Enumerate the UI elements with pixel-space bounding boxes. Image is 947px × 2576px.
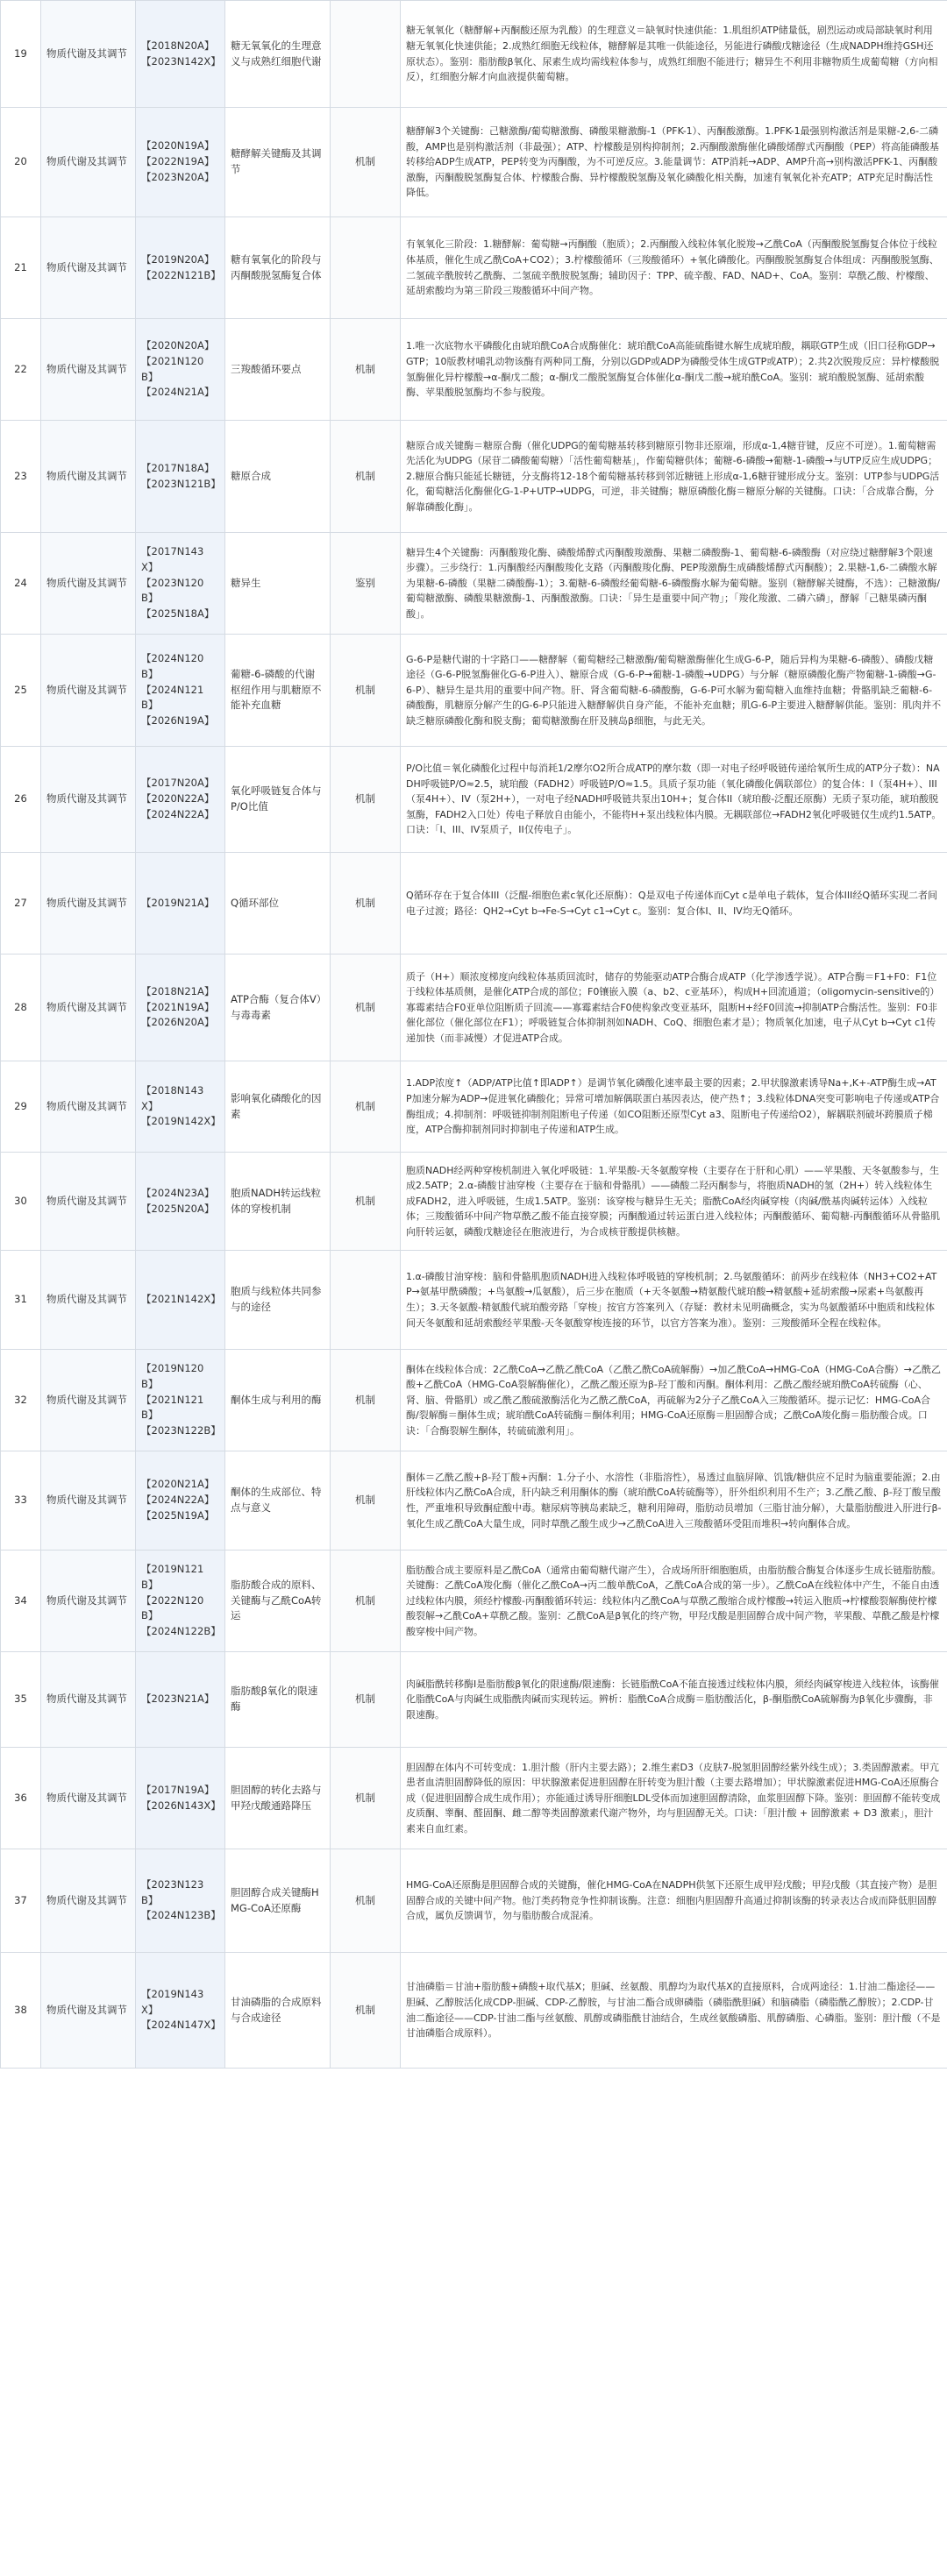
content-cell: 1.α-磷酸甘油穿梭：脑和骨骼肌胞质NADH进入线粒体呼吸链的穿梭机制；2.鸟氨酸循环：前两步在线粒体（NH3+CO2+ATP→氨基甲酰磷酸；+鸟氨酸→瓜氨酸），后三步在胞质（+天冬氨酸→精氨酸代琥珀酸→精氨酸+延胡索酸→尿素+鸟氨酸再生）；3.天冬氨酸-精氨酸代琥珀酸旁路「穿梭」按官方答案列入（存疑：教材未见明确概念，实为鸟氨酸循环中胞质和线粒体间天冬氨酸和延胡索酸经苹果酸-天冬氨酸穿梭连接的环节，以官方答案为准）。鉴别：三羧酸循环全程在线粒体。 [401, 1251, 947, 1350]
row-number: 27 [1, 853, 41, 954]
category-cell: 物质代谢及其调节 [41, 747, 136, 853]
content-cell: 1.ADP浓度↑（ADP/ATP比值↑即ADP↑）是调节氧化磷酸化速率最主要的因素；2.甲状腺激素诱导Na+,K+-ATP酶生成→ATP加速分解为ADP→促进氧化磷酸化；异常可增加解偶联蛋白基因表达，使产热↑；3.线粒体DNA突变可影响电子传递或ATP合酶组成；4.抑制剂：呼吸链抑制剂阻断电子传递（如CO阻断还原型Cyt a3、阻断电子传递给O2），解耦联剂破坏跨膜质子梯度，ATP合酶抑制剂同时抑制电子传递和ATP生成。 [401, 1061, 947, 1153]
category-cell: 物质代谢及其调节 [41, 421, 136, 533]
type-cell: 机制 [331, 747, 401, 853]
table-row [1, 1061, 947, 1153]
category-cell: 物质代谢及其调节 [41, 319, 136, 421]
table-row [1, 1, 947, 108]
table-body [1, 1, 947, 2069]
table-row [1, 1849, 947, 1953]
exam-codes-cell: 【2021N142X】 [136, 1251, 225, 1350]
category-cell: 物质代谢及其调节 [41, 1748, 136, 1849]
table-row [1, 1652, 947, 1748]
table-row [1, 747, 947, 853]
exam-codes-cell: 【2017N143X】 【2023N120B】 【2025N18A】 [136, 533, 225, 635]
topic-cell: 糖酵解关键酶及其调节 [225, 108, 331, 217]
exam-codes-cell: 【2020N20A】 【2021N120B】 【2024N21A】 [136, 319, 225, 421]
row-number: 38 [1, 1953, 41, 2069]
row-number: 24 [1, 533, 41, 635]
table-row [1, 635, 947, 747]
type-cell: 机制 [331, 853, 401, 954]
exam-codes-cell: 【2019N120B】 【2021N121B】 【2023N122B】 [136, 1350, 225, 1451]
topic-cell: 胞质与线粒体共同参与的途径 [225, 1251, 331, 1350]
type-cell [331, 217, 401, 319]
exam-codes-cell: 【2017N20A】 【2020N22A】 【2024N22A】 [136, 747, 225, 853]
type-cell: 机制 [331, 319, 401, 421]
type-cell: 机制 [331, 1451, 401, 1551]
row-number: 34 [1, 1551, 41, 1652]
category-cell: 物质代谢及其调节 [41, 533, 136, 635]
table-row [1, 533, 947, 635]
content-cell: 糖原合成关键酶＝糖原合酶（催化UDPG的葡萄糖基转移到糖原引物非还原端，形成α-1,4糖苷键，反应不可逆）。1.葡萄糖需先活化为UDPG（尿苷二磷酸葡萄糖）「活性葡萄糖基」，作葡萄糖供体；葡糖-6-磷酸→葡糖-1-磷酸→与UTP反应生成UDPG；2.糖原合酶只能延长糖链，分支酶将12-18个葡萄糖基转移到邻近糖链上形成α-1,6糖苷键形成分支。鉴别：UTP参与UDPG活化，葡萄糖活化酶催化G-1-P+UTP→UDPG，可逆，非关键酶；糖原磷酸化酶＝糖原分解的关键酶。口诀：「合成靠合酶，分解靠磷酸化酶」。 [401, 421, 947, 533]
type-cell: 机制 [331, 1748, 401, 1849]
topic-cell: 糖无氧氧化的生理意义与成熟红细胞代谢 [225, 1, 331, 108]
category-cell: 物质代谢及其调节 [41, 1451, 136, 1551]
content-cell: 有氧氧化三阶段：1.糖酵解：葡萄糖→丙酮酸（胞质）；2.丙酮酸入线粒体氧化脱羧→乙酰CoA（丙酮酸脱氢酶复合体位于线粒体基质，催化生成乙酰CoA+CO2）；3.柠檬酸循环（三羧酸循环）+氧化磷酸化。丙酮酸脱氢酶复合体组成：丙酮酸脱氢酶、二氢硫辛酰胺转乙酰酶、二氢硫辛酰胺脱氢酶；辅助因子：TPP、硫辛酸、FAD、NAD+、CoA。鉴别：草酰乙酸、柠檬酸、延胡索酸均为第三阶段三羧酸循环中间产物。 [401, 217, 947, 319]
topic-cell: 糖异生 [225, 533, 331, 635]
topic-cell: 三羧酸循环要点 [225, 319, 331, 421]
topic-cell: 葡糖-6-磷酸的代谢枢纽作用与肌糖原不能补充血糖 [225, 635, 331, 747]
category-cell: 物质代谢及其调节 [41, 217, 136, 319]
topic-cell: 糖原合成 [225, 421, 331, 533]
row-number: 22 [1, 319, 41, 421]
row-number: 25 [1, 635, 41, 747]
row-number: 19 [1, 1, 41, 108]
table-row [1, 319, 947, 421]
table-row [1, 108, 947, 217]
category-cell: 物质代谢及其调节 [41, 954, 136, 1061]
type-cell: 机制 [331, 1153, 401, 1251]
type-cell: 机制 [331, 1061, 401, 1153]
table-row [1, 1551, 947, 1652]
topic-cell: 酮体的生成部位、特点与意义 [225, 1451, 331, 1551]
topic-cell: 脂肪酸β氧化的限速酶 [225, 1652, 331, 1748]
row-number: 30 [1, 1153, 41, 1251]
table-row [1, 954, 947, 1061]
exam-codes-cell: 【2017N19A】 【2026N143X】 [136, 1748, 225, 1849]
row-number: 29 [1, 1061, 41, 1153]
topic-cell: 甘油磷脂的合成原料与合成途径 [225, 1953, 331, 2069]
topic-cell: 氧化呼吸链复合体与P/O比值 [225, 747, 331, 853]
category-cell: 物质代谢及其调节 [41, 1350, 136, 1451]
topic-cell: ATP合酶（复合体V）与毒毒素 [225, 954, 331, 1061]
type-cell: 机制 [331, 1953, 401, 2069]
row-number: 28 [1, 954, 41, 1061]
content-cell: 糖无氧氧化（糖酵解+丙酮酸还原为乳酸）的生理意义＝缺氧时快速供能：1.肌组织ATP储量低，剧烈运动或局部缺氧时利用糖无氧氧化快速供能；2.成熟红细胞无线粒体，糖酵解是其唯一供能途径，另能进行磷酸戊糖途径（生成NADPH维持GSH还原状态）。鉴别：脂肪酸β氧化、尿素生成均需线粒体参与，成熟红细胞不能进行；糖异生不利用非糖物质生成葡萄糖（方向相反），红细胞分解才向血液提供葡萄糖。 [401, 1, 947, 108]
exam-codes-cell: 【2019N143X】 【2024N147X】 [136, 1953, 225, 2069]
exam-codes-cell: 【2020N21A】 【2024N22A】 【2025N19A】 [136, 1451, 225, 1551]
content-cell: 肉碱脂酰转移酶I是脂肪酸β氧化的限速酶/限速酶：长链脂酰CoA不能直接透过线粒体内膜，须经肉碱穿梭进入线粒体，该酶催化脂酰CoA与肉碱生成脂酰肉碱而实现转运。辨析：脂酰CoA合成酶＝脂肪酸活化，β-酮脂酰CoA硫解酶为β氧化步骤酶，非限速酶。 [401, 1652, 947, 1748]
category-cell: 物质代谢及其调节 [41, 853, 136, 954]
row-number: 31 [1, 1251, 41, 1350]
topic-cell: 胆固醇的转化去路与甲羟戊酸通路降压 [225, 1748, 331, 1849]
exam-codes-cell: 【2018N21A】 【2021N19A】 【2026N20A】 [136, 954, 225, 1061]
table-row [1, 421, 947, 533]
category-cell: 物质代谢及其调节 [41, 635, 136, 747]
type-cell: 机制 [331, 1350, 401, 1451]
category-cell: 物质代谢及其调节 [41, 1652, 136, 1748]
category-cell: 物质代谢及其调节 [41, 1061, 136, 1153]
exam-codes-cell: 【2018N143X】 【2019N142X】 [136, 1061, 225, 1153]
row-number: 33 [1, 1451, 41, 1551]
category-cell: 物质代谢及其调节 [41, 1251, 136, 1350]
table-row [1, 217, 947, 319]
row-number: 20 [1, 108, 41, 217]
content-cell: 质子（H+）顺浓度梯度向线粒体基质回流时，储存的势能驱动ATP合酶合成ATP（化学渗透学说）。ATP合酶＝F1+F0：F1位于线粒体基质侧，是催化ATP合成的部位；F0镶嵌入膜（a、b2、c亚基环），构成H+回流通道；（oligomycin-sensitive的）寡霉素结合F0亚单位阻断质子回流——寡霉素结合F0使构象改变亚基环，阻断H+经F0回流→抑制ATP合酶活性。鉴别：F0非催化部位（催化部位在F1）；呼吸链复合体抑制剂如NADH、CoQ、细胞色素才是）；物质氧化加速，电子从Cyt b→Cyt c1传递加快（而非减慢）才促进ATP合成。 [401, 954, 947, 1061]
table-row [1, 1350, 947, 1451]
category-cell: 物质代谢及其调节 [41, 1849, 136, 1953]
type-cell: 机制 [331, 635, 401, 747]
row-number: 37 [1, 1849, 41, 1953]
table-row [1, 1153, 947, 1251]
type-cell: 机制 [331, 108, 401, 217]
row-number: 36 [1, 1748, 41, 1849]
content-cell: P/O比值＝氧化磷酸化过程中每消耗1/2摩尔O2所合成ATP的摩尔数（即一对电子经呼吸链传递给氧所生成的ATP分子数）：NADH呼吸链P/O≈2.5，琥珀酸（FADH2）呼吸链P/O≈1.5。具质子泵功能（氧化磷酸化偶联部位）的复合体：I（泵4H+）、III（泵4H+）、IV（泵2H+），一对电子经NADH呼吸链共泵出10H+；复合体II（琥珀酸-泛醌还原酶）无质子泵功能，琥珀酸脱氢酶，FADH2入口处）传电子释放自由能小，不能将H+泵出线粒体内膜。无耦联部位→FADH2氧化呼吸链仅生成约1.5ATP。口诀：「I、III、IV泵质子，II仅传电子」。 [401, 747, 947, 853]
content-cell: 酮体在线粒体合成：2乙酰CoA→乙酰乙酰CoA（乙酰乙酰CoA硫解酶）→加乙酰CoA→HMG-CoA（HMG-CoA合酶）→乙酰乙酸+乙酰CoA（HMG-CoA裂解酶催化），乙酰乙酸还原为β-羟丁酸和丙酮。酮体利用：乙酰乙酸经琥珀酰CoA转硫酶（心、肾、脑、骨骼肌）或乙酰乙酸硫激酶活化为乙酰乙酰CoA，再硫解为2分子乙酰CoA入三羧酸循环。提示记忆：HMG-CoA合酶/裂解酶＝酮体生成；琥珀酰CoA转硫酶＝酮体利用；HMG-CoA还原酶＝胆固醇合成；乙酰CoA羧化酶＝脂肪酸合成。口诀：「合酶裂解生酮体，转硫硫激利用」。 [401, 1350, 947, 1451]
content-cell: 胆固醇在体内不可转变成：1.胆汁酸（肝内主要去路）；2.维生素D3（皮肤7-脱氢胆固醇经紫外线生成）；3.类固醇激素。甲亢患者血清胆固醇降低的原因：甲状腺激素促进胆固醇在肝转变为胆汁酸（主要去路增加）；甲状腺激素促进HMG-CoA还原酶合成（促进胆固醇合成生成作用）；亦能通过诱导肝细胞LDL受体而加速胆固醇清除，血浆胆固醇下降。鉴别：胆固醇不能转变成皮质酮、睾酮、醛固酮、雌二醇等类固醇激素代谢产物外，均与胆固醇无关。口诀：「胆汁酸 + 固醇激素 + D3 激素」，胆汁素来自血红素。 [401, 1748, 947, 1849]
exam-codes-cell: 【2019N121B】 【2022N120B】 【2024N122B】 [136, 1551, 225, 1652]
type-cell [331, 1251, 401, 1350]
exam-codes-cell: 【2024N23A】 【2025N20A】 [136, 1153, 225, 1251]
exam-codes-cell: 【2018N20A】 【2023N142X】 [136, 1, 225, 108]
exam-codes-cell: 【2019N20A】 【2022N121B】 [136, 217, 225, 319]
content-cell: 糖酵解3个关键酶：己糖激酶/葡萄糖激酶、磷酸果糖激酶-1（PFK-1）、丙酮酸激酶。1.PFK-1最强别构激活剂是果糖-2,6-二磷酸，AMP也是别构激活剂（非最强）；ATP、柠檬酸是别构抑制剂；2.丙酮酸激酶催化磷酸烯醇式丙酮酸（PEP）将高能磷酸基转移给ADP生成ATP，PEP转变为丙酮酸，为不可逆反应。3.能量调节：ATP消耗→ADP、AMP升高→别构激活PFK-1、丙酮酸激酶，丙酮酸脱氢酶复合体、柠檬酸合酶、异柠檬酸脱氢酶及氧化磷酸化相关酶，加速有氧氧化补充ATP；ATP充足时酶活性降低。 [401, 108, 947, 217]
table-row [1, 1953, 947, 2069]
type-cell: 机制 [331, 421, 401, 533]
content-cell: 1.唯一次底物水平磷酸化由琥珀酰CoA合成酶催化：琥珀酰CoA高能硫酯键水解生成琥珀酸，耦联GTP生成（旧口径称GDP→GTP；10版教材哺乳动物该酶有两种同工酶，分别以GDP或ADP为磷酸受体生成GTP或ATP）；2.共2次脱羧反应：异柠檬酸脱氢酶催化异柠檬酸→α-酮戊二酸；α-酮戊二酸脱氢酶复合体催化α-酮戊二酸→琥珀酰CoA。鉴别：琥珀酸脱氢酶、延胡索酸酶、苹果酸脱氢酶均不参与脱羧。 [401, 319, 947, 421]
content-cell: 胞质NADH经两种穿梭机制进入氧化呼吸链：1.苹果酸-天冬氨酸穿梭（主要存在于肝和心肌）——苹果酸、天冬氨酸参与，生成2.5ATP；2.α-磷酸甘油穿梭（主要存在于脑和骨骼肌）——磷酸二羟丙酮参与，将胞质NADH的氢（2H+）转入线粒体生成FADH2，进入呼吸链，生成1.5ATP。鉴别：该穿梭与糖异生无关；脂酰CoA经肉碱穿梭（肉碱/酰基肉碱转运体）入线粒体；三羧酸循环中间产物草酰乙酸不能直接穿膜；丙酮酸通过转运蛋白进入线粒体；丙酮酸循环、葡萄糖-丙酮酸循环从骨骼肌向肝转运氨，磷酸戊糖途径在胞液进行，为合成核苷酸提供核糖。 [401, 1153, 947, 1251]
category-cell: 物质代谢及其调节 [41, 1551, 136, 1652]
exam-codes-cell: 【2023N123B】 【2024N123B】 [136, 1849, 225, 1953]
table-row [1, 1451, 947, 1551]
topic-cell: 糖有氧氧化的阶段与丙酮酸脱氢酶复合体 [225, 217, 331, 319]
row-number: 32 [1, 1350, 41, 1451]
exam-codes-cell: 【2017N18A】 【2023N121B】 [136, 421, 225, 533]
content-cell: 脂肪酸合成主要原料是乙酰CoA（通常由葡萄糖代谢产生），合成场所肝细胞胞质，由脂肪酸合酶复合体逐步生成长链脂肪酸。关键酶：乙酰CoA羧化酶（催化乙酰CoA→丙二酸单酰CoA，乙酰CoA合成的第一步）。乙酰CoA在线粒体中产生，不能自由透过线粒体内膜，须经柠檬酸-丙酮酸循环转运：线粒体内乙酰CoA与草酰乙酸缩合成柠檬酸→转运入胞质→柠檬酸裂解酶使柠檬酸裂解→乙酰CoA+草酰乙酸。鉴别：乙酰CoA是β氧化的终产物，甲羟戊酸是胆固醇合成中间产物，苹果酸、草酰乙酸是柠檬酸穿梭中间产物。 [401, 1551, 947, 1652]
topic-cell: 酮体生成与利用的酶 [225, 1350, 331, 1451]
exam-codes-cell: 【2024N120B】 【2024N121B】 【2026N19A】 [136, 635, 225, 747]
type-cell: 机制 [331, 1652, 401, 1748]
table-row [1, 853, 947, 954]
topic-cell: 胞质NADH转运线粒体的穿梭机制 [225, 1153, 331, 1251]
exam-codes-cell: 【2020N19A】 【2022N19A】 【2023N20A】 [136, 108, 225, 217]
content-cell: 酮体＝乙酰乙酸+β-羟丁酸+丙酮：1.分子小、水溶性（非脂溶性），易透过血脑屏障、饥饿/糖供应不足时为脑重要能源；2.由肝线粒体内乙酰CoA合成，肝内缺乏利用酮体的酶（琥珀酰CoA转硫酶等），肝外组织利用不生产；3.乙酰乙酸、β-羟丁酸呈酸性，严重堆积导致酮症酸中毒。糖尿病等胰岛素缺乏，糖利用障碍，脂肪动员增加（三脂甘油分解），大量脂肪酸进入肝进行β-氧化生成乙酰CoA大量生成，同时草酰乙酸生成少→乙酰CoA进入三羧酸循环受阻而堆积→转向酮体合成。 [401, 1451, 947, 1551]
row-number: 35 [1, 1652, 41, 1748]
content-cell: G-6-P是糖代谢的十字路口——糖酵解（葡萄糖经己糖激酶/葡萄糖激酶催化生成G-6-P，随后异构为果糖-6-磷酸）、磷酸戊糖途径（G-6-P脱氢酶催化G-6-P进入）、糖原合成（G-6-P→葡糖-1-磷酸→UDPG）与分解（糖原磷酸化酶产物葡糖-1-磷酸→G-6-P）、糖异生是共用的重要中间产物。肝、肾含葡萄糖-6-磷酸酶，G-6-P可水解为葡萄糖入血维持血糖；骨骼肌缺乏葡糖-6-磷酸酶，肌糖原分解产生的G-6-P只能进入糖酵解供自身产能，不能补充血糖；肌G-6-P主要进入糖酵解供能。鉴别：肌肉并不缺乏糖原磷酸化酶和脱支酶；葡萄糖激酶在肝及胰岛β细胞，与此无关。 [401, 635, 947, 747]
content-cell: Q循环存在于复合体III（泛醌-细胞色素c氧化还原酶）：Q是双电子传递体而Cyt c是单电子载体，复合体III经Q循环实现二者间电子过渡；路径：QH2→Cyt b→Fe-S→Cyt c1→Cyt c。鉴别：复合体I、II、IV均无Q循环。 [401, 853, 947, 954]
content-cell: 甘油磷脂＝甘油+脂肪酸+磷酸+取代基X；胆碱、丝氨酸、肌醇均为取代基X的直接原料，合成两途径：1.甘油二酯途径——胆碱、乙醇胺活化成CDP-胆碱、CDP-乙醇胺，与甘油二酯合成卵磷脂（磷脂酰胆碱）和脑磷脂（磷脂酰乙醇胺）；2.CDP-甘油二酯途径——CDP-甘油二酯与丝氨酸、肌醇或磷脂酰甘油结合，生成丝氨酸磷脂、肌醇磷脂、心磷脂。鉴别：胆汁酸（不是甘油磷脂合成原料）。 [401, 1953, 947, 2069]
exam-codes-cell: 【2023N21A】 [136, 1652, 225, 1748]
category-cell: 物质代谢及其调节 [41, 1, 136, 108]
table-row [1, 1251, 947, 1350]
exam-codes-cell: 【2019N21A】 [136, 853, 225, 954]
category-cell: 物质代谢及其调节 [41, 1153, 136, 1251]
row-number: 23 [1, 421, 41, 533]
type-cell [331, 1, 401, 108]
topic-cell: 影响氧化磷酸化的因素 [225, 1061, 331, 1153]
type-cell: 机制 [331, 1551, 401, 1652]
content-cell: 糖异生4个关键酶：丙酮酸羧化酶、磷酸烯醇式丙酮酸羧激酶、果糖二磷酸酶-1、葡萄糖-6-磷酸酶（对应绕过糖酵解3个限速步骤）。三步绕行：1.丙酮酸经丙酮酸羧化支路（丙酮酸羧化酶、PEP羧激酶生成磷酸烯醇式丙酮酸）；2.果糖-1,6-二磷酸水解为果糖-6-磷酸（果糖二磷酸酶-1）；3.葡糖-6-磷酸经葡萄糖-6-磷酸酶水解为葡萄糖。鉴别（糖酵解关键酶，不选）：己糖激酶/葡萄糖激酶、磷酸果糖激酶-1、丙酮酸激酶。口诀：「异生是重要中间产物」；「羧化羧激、二磷六磷」，酵解「己糖果磷丙酮酸」。 [401, 533, 947, 635]
category-cell: 物质代谢及其调节 [41, 108, 136, 217]
type-cell: 机制 [331, 1849, 401, 1953]
content-cell: HMG-CoA还原酶是胆固醇合成的关键酶，催化HMG-CoA在NADPH供氢下还原生成甲羟戊酸；甲羟戊酸（其直接产物）是胆固醇合成的关键中间产物。他汀类药物竞争性抑制该酶。注意：细胞内胆固醇升高通过抑制该酶的转录表达合成而降低胆固醇合成，属负反馈调节，勿与脂肪酸合成混淆。 [401, 1849, 947, 1953]
type-cell: 机制 [331, 954, 401, 1061]
category-cell: 物质代谢及其调节 [41, 1953, 136, 2069]
topic-cell: 脂肪酸合成的原料、关键酶与乙酰CoA转运 [225, 1551, 331, 1652]
row-number: 21 [1, 217, 41, 319]
topic-cell: Q循环部位 [225, 853, 331, 954]
table-row [1, 1748, 947, 1849]
type-cell: 鉴别 [331, 533, 401, 635]
topic-cell: 胆固醇合成关键酶HMG-CoA还原酶 [225, 1849, 331, 1953]
row-number: 26 [1, 747, 41, 853]
